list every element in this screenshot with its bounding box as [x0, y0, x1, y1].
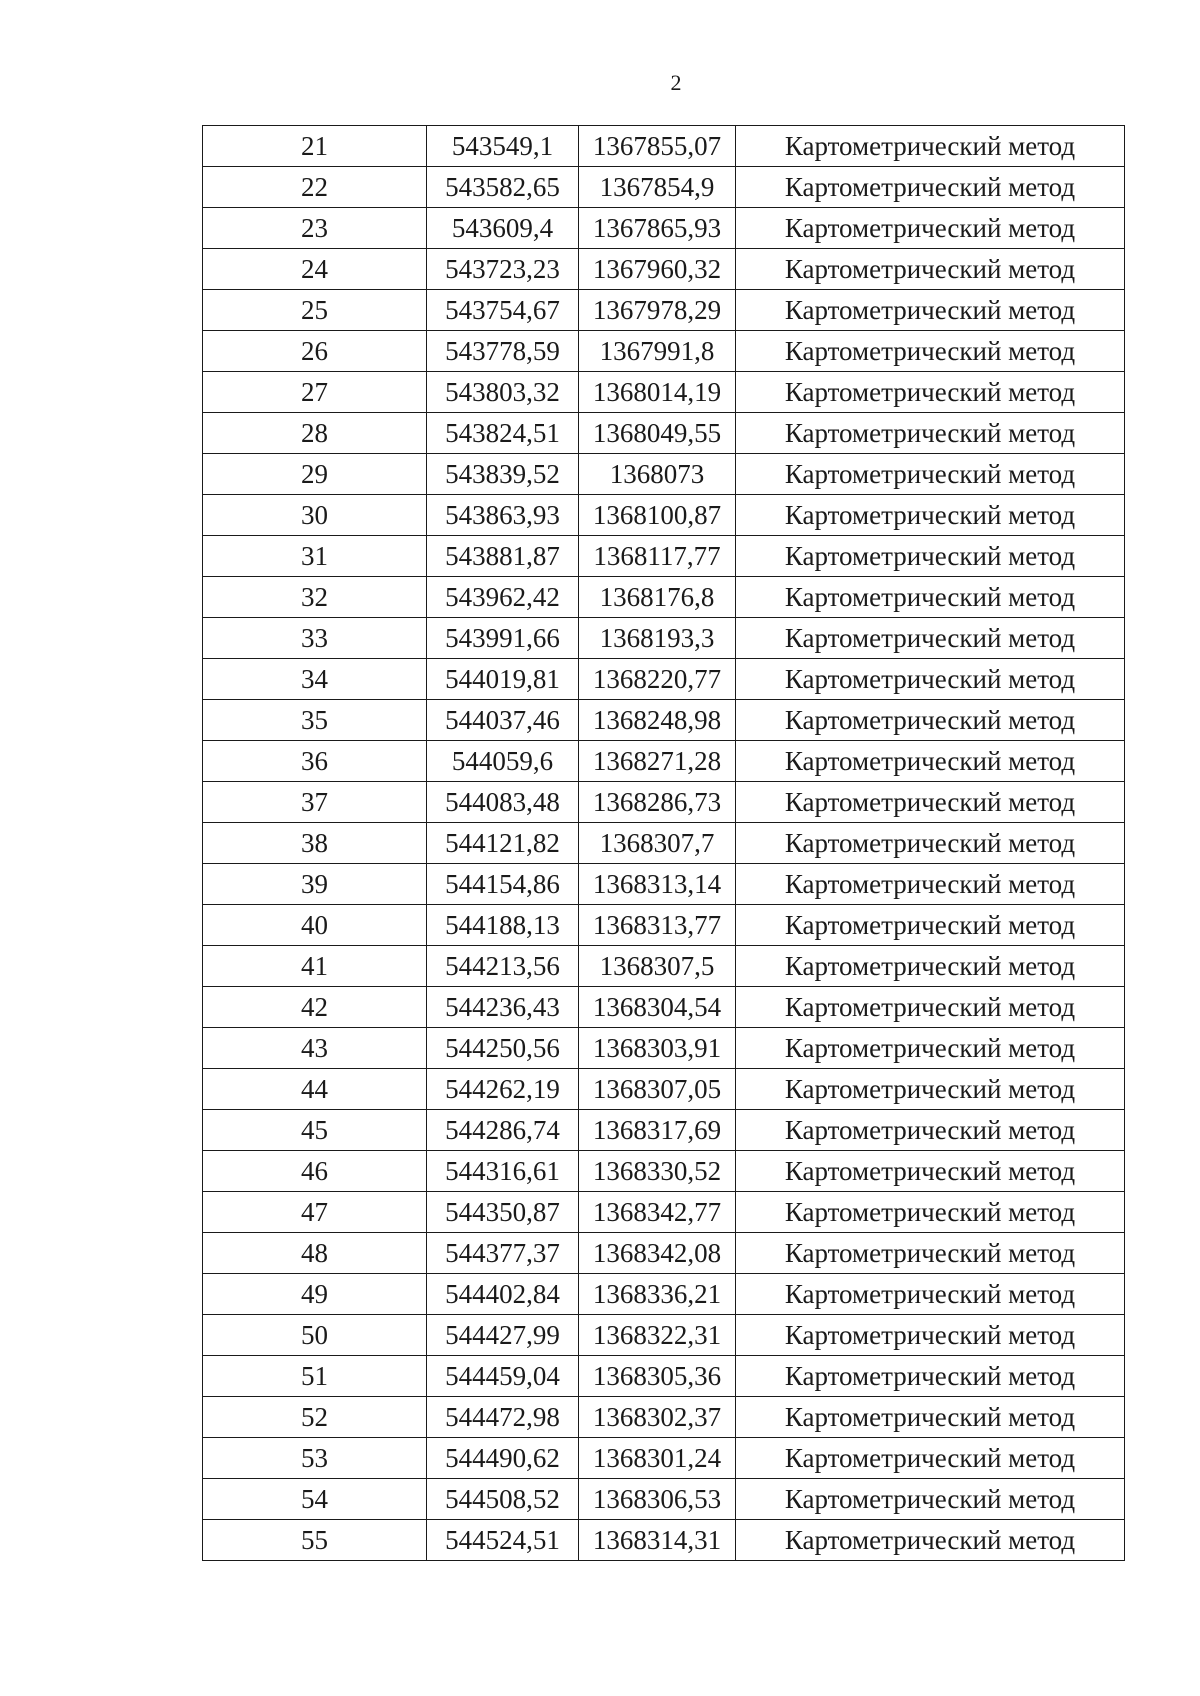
table-row: [203, 536, 1125, 577]
coordinates-table-body: [203, 126, 1125, 1561]
x-coordinate-cell: 544262,19: [427, 1069, 579, 1110]
table-row: [203, 659, 1125, 700]
page-number: 2: [670, 70, 682, 95]
x-coordinate-cell: 543803,32: [427, 372, 579, 413]
table-row: [203, 1069, 1125, 1110]
point-number-cell: 21: [203, 126, 427, 167]
method-cell: Картометрический метод: [736, 1315, 1125, 1356]
point-number-cell: 43: [203, 1028, 427, 1069]
method-cell: Картометрический метод: [736, 208, 1125, 249]
y-coordinate-cell: 1368342,08: [579, 1233, 736, 1274]
table-row: [203, 372, 1125, 413]
y-coordinate-cell: 1368317,69: [579, 1110, 736, 1151]
x-coordinate-cell: 544472,98: [427, 1397, 579, 1438]
x-coordinate-cell: 544188,13: [427, 905, 579, 946]
y-coordinate-cell: 1368314,31: [579, 1520, 736, 1561]
x-coordinate-cell: 544213,56: [427, 946, 579, 987]
point-number-cell: 46: [203, 1151, 427, 1192]
point-number-cell: 53: [203, 1438, 427, 1479]
y-coordinate-cell: 1368307,05: [579, 1069, 736, 1110]
x-coordinate-cell: 543549,1: [427, 126, 579, 167]
y-coordinate-cell: 1368302,37: [579, 1397, 736, 1438]
x-coordinate-cell: 544236,43: [427, 987, 579, 1028]
point-number-cell: 34: [203, 659, 427, 700]
point-number-cell: 38: [203, 823, 427, 864]
point-number-cell: 47: [203, 1192, 427, 1233]
table-row: [203, 987, 1125, 1028]
table-row: [203, 331, 1125, 372]
point-number-cell: 33: [203, 618, 427, 659]
x-coordinate-cell: 543962,42: [427, 577, 579, 618]
x-coordinate-cell: 544037,46: [427, 700, 579, 741]
y-coordinate-cell: 1368220,77: [579, 659, 736, 700]
x-coordinate-cell: 543881,87: [427, 536, 579, 577]
y-coordinate-cell: 1368014,19: [579, 372, 736, 413]
table-row: [203, 495, 1125, 536]
point-number-cell: 44: [203, 1069, 427, 1110]
table-row: [203, 1479, 1125, 1520]
x-coordinate-cell: 543839,52: [427, 454, 579, 495]
y-coordinate-cell: 1368330,52: [579, 1151, 736, 1192]
table-row: [203, 1397, 1125, 1438]
method-cell: Картометрический метод: [736, 1520, 1125, 1561]
y-coordinate-cell: 1368304,54: [579, 987, 736, 1028]
table-row: [203, 1356, 1125, 1397]
y-coordinate-cell: 1368303,91: [579, 1028, 736, 1069]
x-coordinate-cell: 544524,51: [427, 1520, 579, 1561]
x-coordinate-cell: 544377,37: [427, 1233, 579, 1274]
y-coordinate-cell: 1368306,53: [579, 1479, 736, 1520]
y-coordinate-cell: 1368073: [579, 454, 736, 495]
y-coordinate-cell: 1367865,93: [579, 208, 736, 249]
y-coordinate-cell: 1368271,28: [579, 741, 736, 782]
y-coordinate-cell: 1367854,9: [579, 167, 736, 208]
y-coordinate-cell: 1367960,32: [579, 249, 736, 290]
x-coordinate-cell: 544350,87: [427, 1192, 579, 1233]
table-row: [203, 290, 1125, 331]
point-number-cell: 37: [203, 782, 427, 823]
point-number-cell: 41: [203, 946, 427, 987]
table-row: [203, 126, 1125, 167]
table-row: [203, 1110, 1125, 1151]
y-coordinate-cell: 1367991,8: [579, 331, 736, 372]
table-row: [203, 905, 1125, 946]
table-row: [203, 413, 1125, 454]
method-cell: Картометрический метод: [736, 1110, 1125, 1151]
x-coordinate-cell: 544059,6: [427, 741, 579, 782]
y-coordinate-cell: 1368248,98: [579, 700, 736, 741]
point-number-cell: 45: [203, 1110, 427, 1151]
method-cell: Картометрический метод: [736, 413, 1125, 454]
y-coordinate-cell: 1368117,77: [579, 536, 736, 577]
y-coordinate-cell: 1368100,87: [579, 495, 736, 536]
method-cell: Картометрический метод: [736, 1069, 1125, 1110]
method-cell: Картометрический метод: [736, 905, 1125, 946]
method-cell: Картометрический метод: [736, 987, 1125, 1028]
point-number-cell: 27: [203, 372, 427, 413]
table-row: [203, 249, 1125, 290]
x-coordinate-cell: 544250,56: [427, 1028, 579, 1069]
y-coordinate-cell: 1367855,07: [579, 126, 736, 167]
point-number-cell: 30: [203, 495, 427, 536]
method-cell: Картометрический метод: [736, 864, 1125, 905]
coordinates-table: [202, 125, 1125, 1561]
method-cell: Картометрический метод: [736, 454, 1125, 495]
point-number-cell: 40: [203, 905, 427, 946]
point-number-cell: 54: [203, 1479, 427, 1520]
point-number-cell: 36: [203, 741, 427, 782]
x-coordinate-cell: 544083,48: [427, 782, 579, 823]
method-cell: Картометрический метод: [736, 618, 1125, 659]
method-cell: Картометрический метод: [736, 1151, 1125, 1192]
method-cell: Картометрический метод: [736, 290, 1125, 331]
point-number-cell: 39: [203, 864, 427, 905]
method-cell: Картометрический метод: [736, 1274, 1125, 1315]
x-coordinate-cell: 544427,99: [427, 1315, 579, 1356]
method-cell: Картометрический метод: [736, 1479, 1125, 1520]
method-cell: Картометрический метод: [736, 946, 1125, 987]
point-number-cell: 55: [203, 1520, 427, 1561]
point-number-cell: 52: [203, 1397, 427, 1438]
method-cell: Картометрический метод: [736, 823, 1125, 864]
x-coordinate-cell: 544402,84: [427, 1274, 579, 1315]
table-row: [203, 1315, 1125, 1356]
x-coordinate-cell: 543754,67: [427, 290, 579, 331]
point-number-cell: 23: [203, 208, 427, 249]
method-cell: Картометрический метод: [736, 495, 1125, 536]
y-coordinate-cell: 1368322,31: [579, 1315, 736, 1356]
table-row: [203, 618, 1125, 659]
table-row: [203, 454, 1125, 495]
point-number-cell: 49: [203, 1274, 427, 1315]
point-number-cell: 32: [203, 577, 427, 618]
method-cell: Картометрический метод: [736, 249, 1125, 290]
x-coordinate-cell: 543824,51: [427, 413, 579, 454]
x-coordinate-cell: 544459,04: [427, 1356, 579, 1397]
y-coordinate-cell: 1368313,77: [579, 905, 736, 946]
x-coordinate-cell: 543582,65: [427, 167, 579, 208]
point-number-cell: 35: [203, 700, 427, 741]
x-coordinate-cell: 544508,52: [427, 1479, 579, 1520]
x-coordinate-cell: 543863,93: [427, 495, 579, 536]
point-number-cell: 25: [203, 290, 427, 331]
y-coordinate-cell: 1368301,24: [579, 1438, 736, 1479]
x-coordinate-cell: 544154,86: [427, 864, 579, 905]
y-coordinate-cell: 1368176,8: [579, 577, 736, 618]
y-coordinate-cell: 1368307,7: [579, 823, 736, 864]
y-coordinate-cell: 1368305,36: [579, 1356, 736, 1397]
y-coordinate-cell: 1368049,55: [579, 413, 736, 454]
method-cell: Картометрический метод: [736, 782, 1125, 823]
y-coordinate-cell: 1368342,77: [579, 1192, 736, 1233]
x-coordinate-cell: 543778,59: [427, 331, 579, 372]
y-coordinate-cell: 1368313,14: [579, 864, 736, 905]
y-coordinate-cell: 1368193,3: [579, 618, 736, 659]
table-row: [203, 1520, 1125, 1561]
method-cell: Картометрический метод: [736, 1028, 1125, 1069]
y-coordinate-cell: 1367978,29: [579, 290, 736, 331]
method-cell: Картометрический метод: [736, 1397, 1125, 1438]
y-coordinate-cell: 1368336,21: [579, 1274, 736, 1315]
point-number-cell: 24: [203, 249, 427, 290]
y-coordinate-cell: 1368307,5: [579, 946, 736, 987]
method-cell: Картометрический метод: [736, 372, 1125, 413]
method-cell: Картометрический метод: [736, 659, 1125, 700]
table-row: [203, 577, 1125, 618]
method-cell: Картометрический метод: [736, 1438, 1125, 1479]
method-cell: Картометрический метод: [736, 1233, 1125, 1274]
table-row: [203, 208, 1125, 249]
y-coordinate-cell: 1368286,73: [579, 782, 736, 823]
table-row: [203, 864, 1125, 905]
table-row: [203, 1274, 1125, 1315]
point-number-cell: 31: [203, 536, 427, 577]
point-number-cell: 28: [203, 413, 427, 454]
point-number-cell: 50: [203, 1315, 427, 1356]
point-number-cell: 29: [203, 454, 427, 495]
table-row: [203, 1438, 1125, 1479]
method-cell: Картометрический метод: [736, 167, 1125, 208]
table-row: [203, 700, 1125, 741]
table-row: [203, 1028, 1125, 1069]
table-row: [203, 741, 1125, 782]
table-row: [203, 1151, 1125, 1192]
point-number-cell: 42: [203, 987, 427, 1028]
method-cell: Картометрический метод: [736, 331, 1125, 372]
x-coordinate-cell: 544316,61: [427, 1151, 579, 1192]
x-coordinate-cell: 543723,23: [427, 249, 579, 290]
x-coordinate-cell: 544121,82: [427, 823, 579, 864]
x-coordinate-cell: 544490,62: [427, 1438, 579, 1479]
table-row: [203, 1192, 1125, 1233]
method-cell: Картометрический метод: [736, 126, 1125, 167]
x-coordinate-cell: 544019,81: [427, 659, 579, 700]
method-cell: Картометрический метод: [736, 741, 1125, 782]
table-row: [203, 1233, 1125, 1274]
x-coordinate-cell: 543609,4: [427, 208, 579, 249]
method-cell: Картометрический метод: [736, 536, 1125, 577]
method-cell: Картометрический метод: [736, 1192, 1125, 1233]
point-number-cell: 51: [203, 1356, 427, 1397]
method-cell: Картометрический метод: [736, 577, 1125, 618]
table-row: [203, 782, 1125, 823]
table-row: [203, 167, 1125, 208]
table-row: [203, 823, 1125, 864]
point-number-cell: 48: [203, 1233, 427, 1274]
x-coordinate-cell: 543991,66: [427, 618, 579, 659]
method-cell: Картометрический метод: [736, 1356, 1125, 1397]
table-row: [203, 946, 1125, 987]
point-number-cell: 22: [203, 167, 427, 208]
x-coordinate-cell: 544286,74: [427, 1110, 579, 1151]
point-number-cell: 26: [203, 331, 427, 372]
method-cell: Картометрический метод: [736, 700, 1125, 741]
